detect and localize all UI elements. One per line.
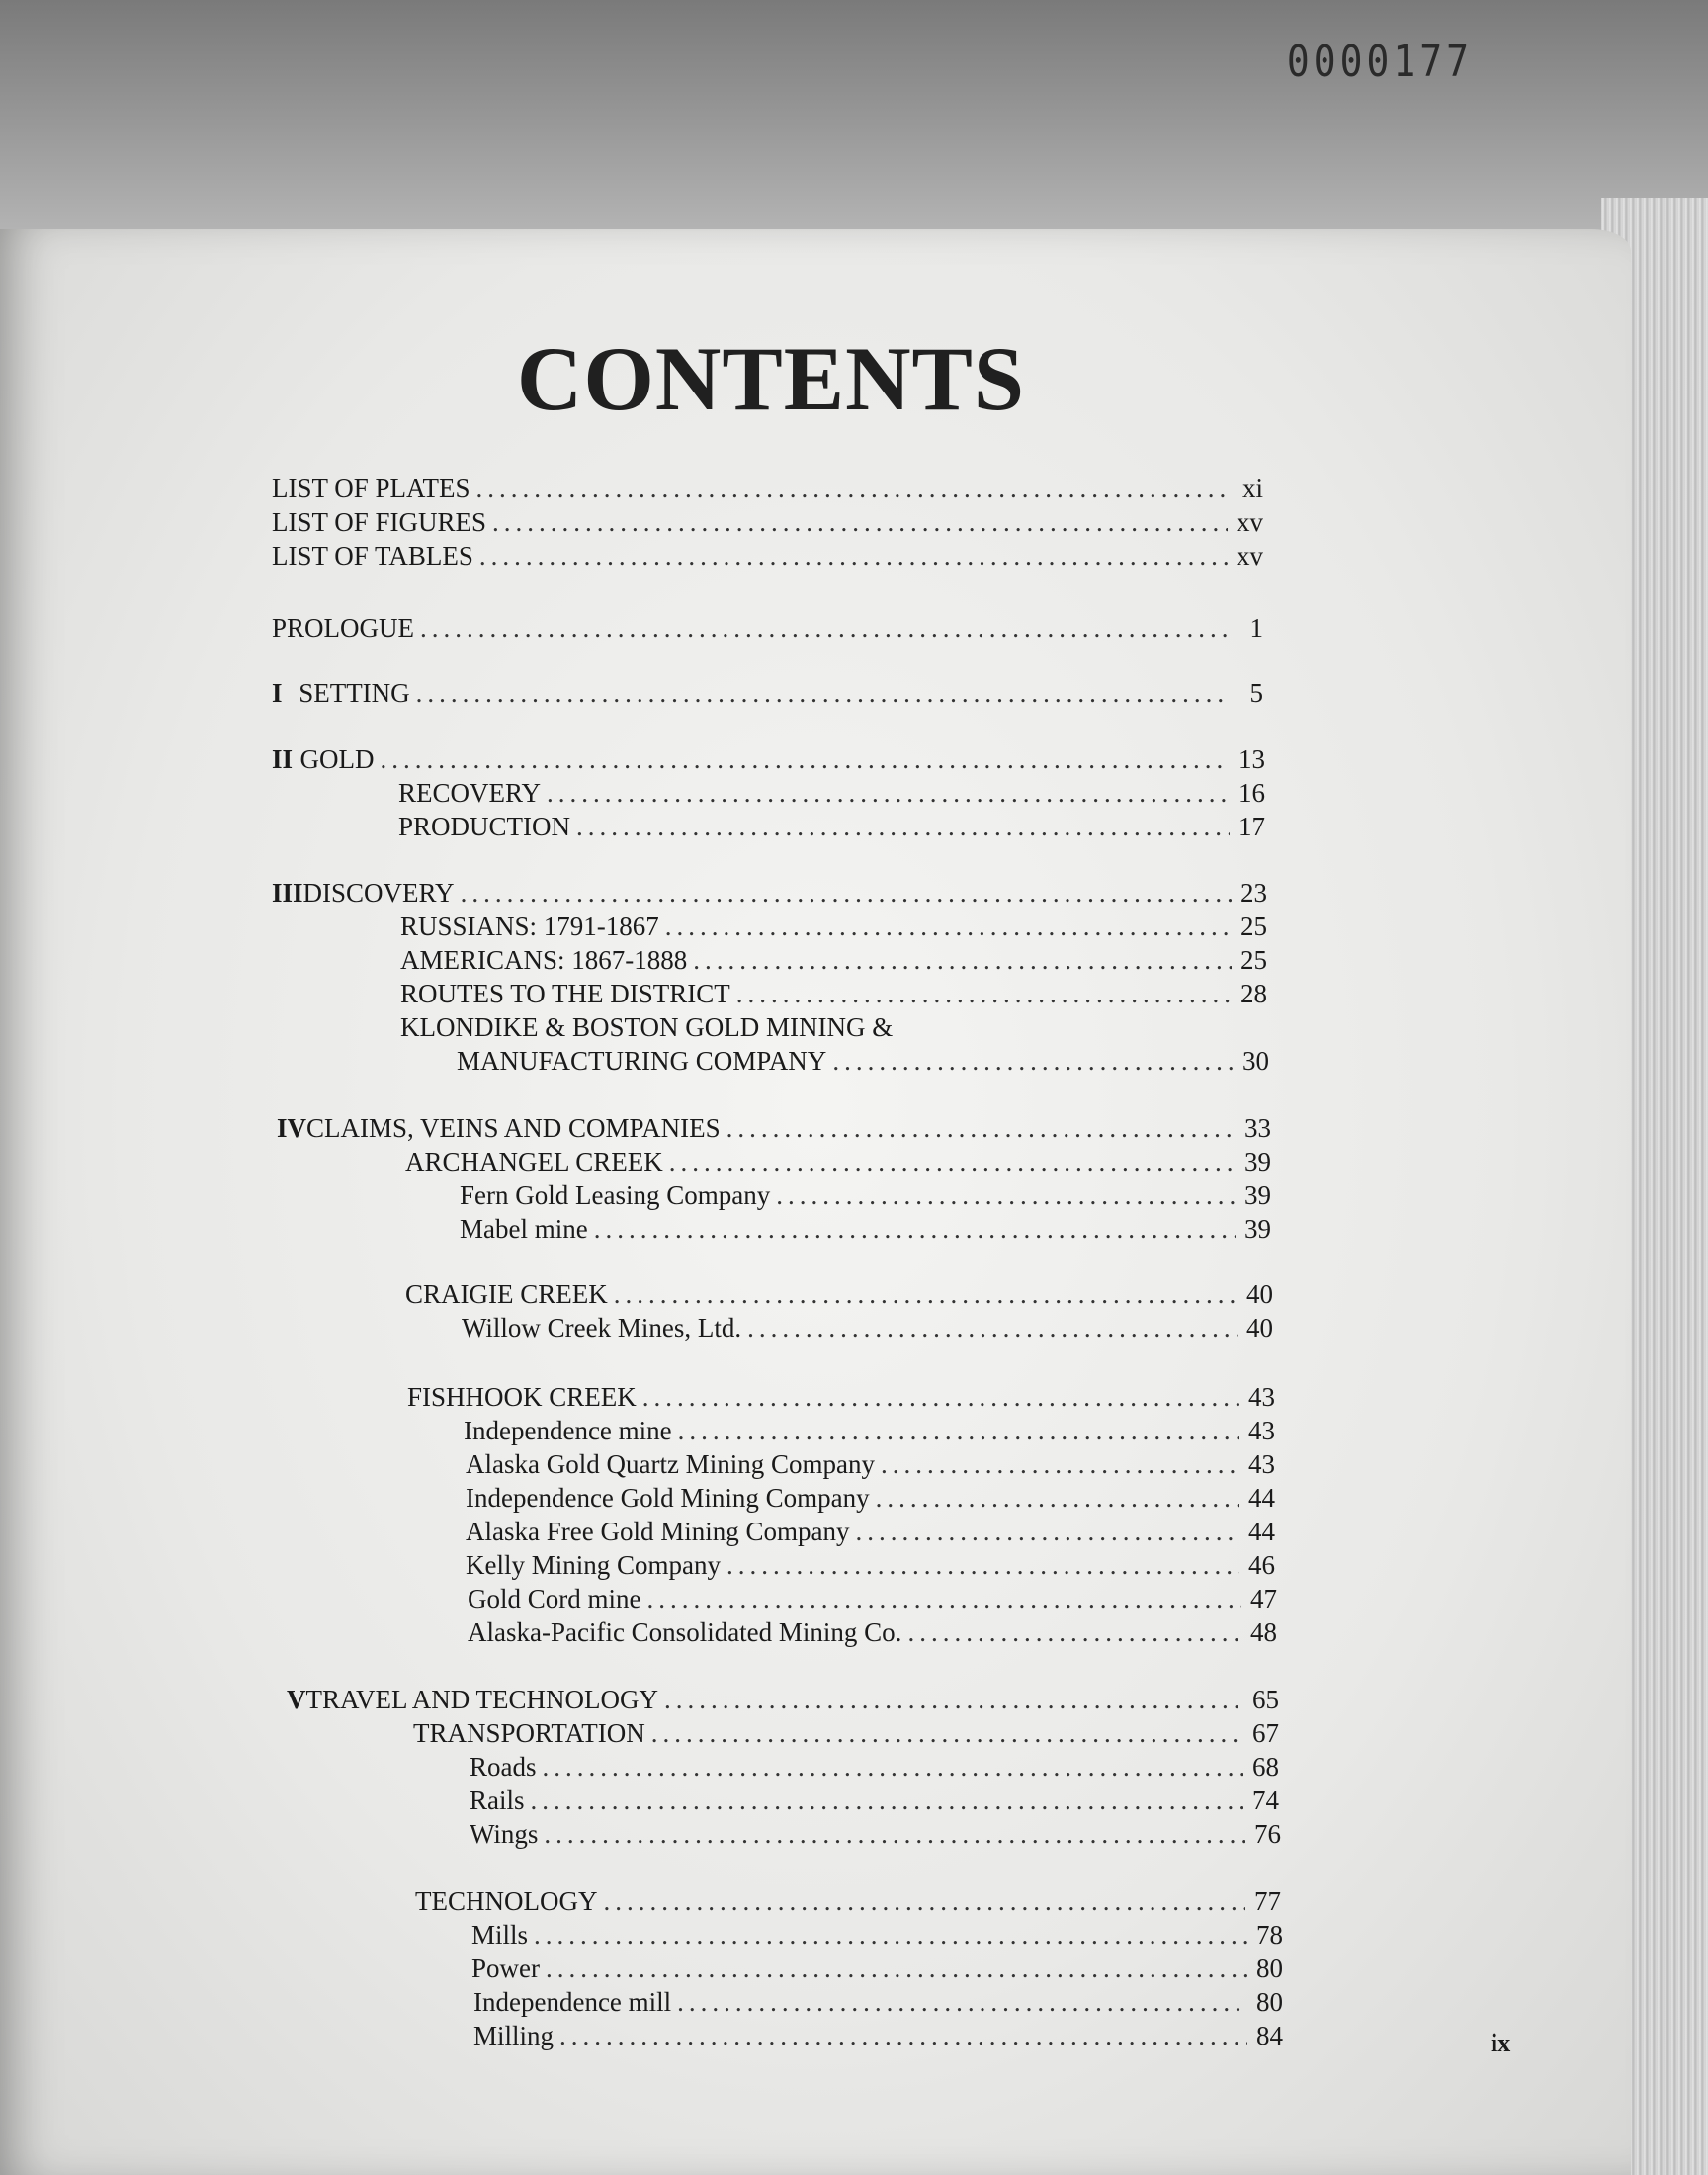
- toc-entry: [407, 1380, 1275, 1414]
- toc-entry-label: RECOVERY: [398, 778, 542, 808]
- toc-page-number: 25: [1240, 912, 1267, 941]
- toc-page-number: 5: [1249, 678, 1263, 708]
- folio-number: ix: [1491, 2029, 1511, 2057]
- dot-leader: [664, 1683, 1243, 1716]
- dot-leader: [647, 1582, 1242, 1615]
- toc-entry: [470, 1784, 1279, 1817]
- toc-entry-label: Mills: [471, 1920, 529, 1950]
- chapter-number: I: [272, 678, 283, 708]
- dot-leader: [876, 1481, 1239, 1515]
- toc-entry-label: MANUFACTURING COMPANY: [457, 1046, 827, 1076]
- toc-entry-label: GOLD: [299, 744, 375, 774]
- dot-leader: [832, 1044, 1234, 1078]
- dot-leader: [747, 1311, 1238, 1345]
- toc-page-number: 74: [1252, 1785, 1279, 1815]
- toc-entry: [413, 1716, 1279, 1750]
- dot-leader: [559, 2019, 1247, 2052]
- dot-leader: [479, 539, 1228, 572]
- dot-leader: [776, 1178, 1236, 1212]
- toc-entry-label: AMERICANS: 1867-1888: [400, 945, 688, 975]
- toc-page-number: 16: [1238, 778, 1265, 808]
- toc-entry-label: Roads: [470, 1752, 537, 1782]
- dot-leader: [380, 742, 1230, 776]
- toc-entry-label: Independence mine: [464, 1416, 672, 1445]
- dot-leader: [669, 1145, 1236, 1178]
- toc-entry-label: Alaska Gold Quartz Mining Company: [466, 1449, 875, 1479]
- toc-page-number: 44: [1248, 1517, 1275, 1546]
- toc-entry: [405, 1145, 1271, 1178]
- toc-page-number: 39: [1244, 1214, 1271, 1244]
- toc-page-number: 80: [1256, 1987, 1283, 2017]
- toc-page-number: 39: [1244, 1147, 1271, 1176]
- toc-entry-label: Alaska-Pacific Consolidated Mining Co.: [468, 1617, 902, 1647]
- toc-entry-label: Wings: [470, 1819, 539, 1849]
- toc-page-number: 78: [1256, 1920, 1283, 1950]
- toc-entry: [272, 876, 1267, 910]
- dot-leader: [678, 1414, 1239, 1447]
- toc-entry: [272, 472, 1263, 505]
- dot-leader: [677, 1985, 1247, 2019]
- toc-entry: [468, 1615, 1277, 1649]
- toc-entry-label: LIST OF PLATES: [272, 474, 470, 503]
- toc-entry: [462, 1311, 1273, 1345]
- contents-title: CONTENTS: [516, 328, 1026, 429]
- chapter-number: IV: [277, 1113, 307, 1143]
- toc-entry: [466, 1447, 1275, 1481]
- toc-page-number: 40: [1246, 1279, 1273, 1309]
- dot-leader: [665, 910, 1232, 943]
- toc-entry: [400, 910, 1267, 943]
- dot-leader: [547, 776, 1230, 810]
- toc-entry: [466, 1481, 1275, 1515]
- toc-entry: [460, 1178, 1271, 1212]
- toc-entry: [405, 1277, 1273, 1311]
- toc-entry-label: CRAIGIE CREEK: [405, 1279, 608, 1309]
- toc-entry-label: LIST OF FIGURES: [272, 507, 487, 537]
- dot-leader: [576, 810, 1230, 843]
- toc-page-number: 80: [1256, 1954, 1283, 1983]
- toc-page-number: 23: [1240, 878, 1267, 908]
- toc-entry-label: TECHNOLOGY: [415, 1886, 598, 1916]
- toc-entry: [473, 2019, 1283, 2052]
- toc-page-number: 1: [1249, 613, 1263, 643]
- dot-leader: [651, 1716, 1243, 1750]
- toc-page-number: 65: [1252, 1685, 1279, 1714]
- toc-entry: [272, 505, 1263, 539]
- toc-entry-label: Independence mill: [473, 1987, 672, 2017]
- dot-leader: [726, 1111, 1236, 1145]
- dot-leader: [907, 1615, 1241, 1649]
- toc-entry-label: Alaska Free Gold Mining Company: [466, 1517, 850, 1546]
- toc-entry-label: ROUTES TO THE DISTRICT: [400, 979, 730, 1008]
- dot-leader: [881, 1447, 1239, 1481]
- chapter-number: II: [272, 744, 294, 774]
- dot-leader: [531, 1784, 1243, 1817]
- toc-entry-label: Kelly Mining Company: [466, 1550, 721, 1580]
- toc-entry-label: TRANSPORTATION: [413, 1718, 645, 1748]
- toc-page-number: 43: [1248, 1382, 1275, 1412]
- dot-leader: [492, 505, 1228, 539]
- toc-entry-label: CLAIMS, VEINS AND COMPANIES: [306, 1113, 721, 1143]
- toc-entry-label: DISCOVERY: [302, 878, 455, 908]
- toc-entry: [272, 676, 1263, 710]
- toc-entry-label: Milling: [473, 2021, 555, 2050]
- toc-entry: [400, 977, 1267, 1010]
- dot-leader: [534, 1918, 1247, 1952]
- toc-entry: [398, 810, 1265, 843]
- toc-entry-label: Willow Creek Mines, Ltd.: [462, 1313, 742, 1343]
- toc-page-number: 40: [1246, 1313, 1273, 1343]
- toc-entry-label: Rails: [470, 1785, 525, 1815]
- dot-leader: [736, 977, 1232, 1010]
- toc-entry-label: SETTING: [299, 678, 410, 708]
- toc-page-number: 84: [1256, 2021, 1283, 2050]
- toc-page-number: 33: [1244, 1113, 1271, 1143]
- toc-page-number: 47: [1250, 1584, 1277, 1613]
- toc-entry: [460, 1212, 1271, 1246]
- toc-page-number: 44: [1248, 1483, 1275, 1513]
- toc-entry-label: Independence Gold Mining Company: [466, 1483, 870, 1513]
- toc-page-number: 39: [1244, 1180, 1271, 1210]
- toc-entry: [398, 776, 1265, 810]
- toc-entry: [272, 611, 1263, 645]
- dot-leader: [603, 1884, 1245, 1918]
- toc-entry: [457, 1044, 1269, 1078]
- toc-entry: [272, 539, 1263, 572]
- toc-page-number: 76: [1254, 1819, 1281, 1849]
- toc-entry: [466, 1515, 1275, 1548]
- dot-leader: [693, 943, 1232, 977]
- toc-entry-label: Power: [471, 1954, 540, 1983]
- toc-entry: [471, 1918, 1283, 1952]
- dot-leader: [544, 1817, 1245, 1851]
- toc-entry: [415, 1884, 1281, 1918]
- dot-leader: [416, 676, 1228, 710]
- chapter-number: V: [287, 1685, 306, 1714]
- toc-page-number: 30: [1242, 1046, 1269, 1076]
- toc-entry: [400, 943, 1267, 977]
- toc-entry: [466, 1548, 1275, 1582]
- toc-entry: [473, 1985, 1283, 2019]
- dot-leader: [642, 1380, 1239, 1414]
- dot-leader: [420, 611, 1228, 645]
- toc-page-number: 25: [1240, 945, 1267, 975]
- toc-page-number: xi: [1241, 474, 1263, 503]
- toc-page-number: 48: [1250, 1617, 1277, 1647]
- toc-entry-label: Gold Cord mine: [468, 1584, 641, 1613]
- dot-leader: [855, 1515, 1239, 1548]
- toc-page-number: 13: [1238, 744, 1265, 774]
- toc-entry-label: PRODUCTION: [398, 812, 571, 841]
- dot-leader: [543, 1750, 1244, 1784]
- dot-leader: [476, 472, 1228, 505]
- toc-entry: [471, 1952, 1283, 1985]
- toc-page-number: 46: [1248, 1550, 1275, 1580]
- dot-leader: [614, 1277, 1238, 1311]
- toc-entry: [464, 1414, 1275, 1447]
- toc-entry-label: ARCHANGEL CREEK: [405, 1147, 663, 1176]
- toc-entry: [287, 1683, 1279, 1716]
- toc-entry-label: Mabel mine: [460, 1214, 588, 1244]
- toc-entry: [468, 1582, 1277, 1615]
- toc-page-number: 77: [1254, 1886, 1281, 1916]
- toc-page-number: 67: [1252, 1718, 1279, 1748]
- toc-page-number: 68: [1252, 1752, 1279, 1782]
- dot-leader: [594, 1212, 1236, 1246]
- toc-page-number: xv: [1237, 541, 1263, 570]
- toc-entry: [470, 1817, 1281, 1851]
- toc-page-number: xv: [1237, 507, 1263, 537]
- toc-entry: [277, 1111, 1271, 1145]
- dot-leader: [461, 876, 1232, 910]
- toc-entry: [400, 1010, 1267, 1044]
- chapter-number: III: [272, 878, 303, 908]
- toc-page-number: 28: [1240, 979, 1267, 1008]
- toc-entry-label: TRAVEL AND TECHNOLOGY: [305, 1685, 658, 1714]
- toc-entry-label: FISHHOOK CREEK: [407, 1382, 637, 1412]
- toc-page-number: 43: [1248, 1416, 1275, 1445]
- toc-entry-label: LIST OF TABLES: [272, 541, 473, 570]
- toc-entry: [272, 742, 1265, 776]
- dot-leader: [546, 1952, 1247, 1985]
- page-id-stamp: 0000177: [1286, 36, 1473, 87]
- dot-leader: [726, 1548, 1239, 1582]
- toc-entry-label: RUSSIANS: 1791-1867: [400, 912, 659, 941]
- toc-entry-label: KLONDIKE & BOSTON GOLD MINING &: [400, 1012, 894, 1042]
- toc-entry: [470, 1750, 1279, 1784]
- toc-entry-label: Fern Gold Leasing Company: [460, 1180, 771, 1210]
- toc-page-number: 43: [1248, 1449, 1275, 1479]
- toc-page-number: 17: [1238, 812, 1265, 841]
- toc-entry-label: PROLOGUE: [272, 613, 415, 643]
